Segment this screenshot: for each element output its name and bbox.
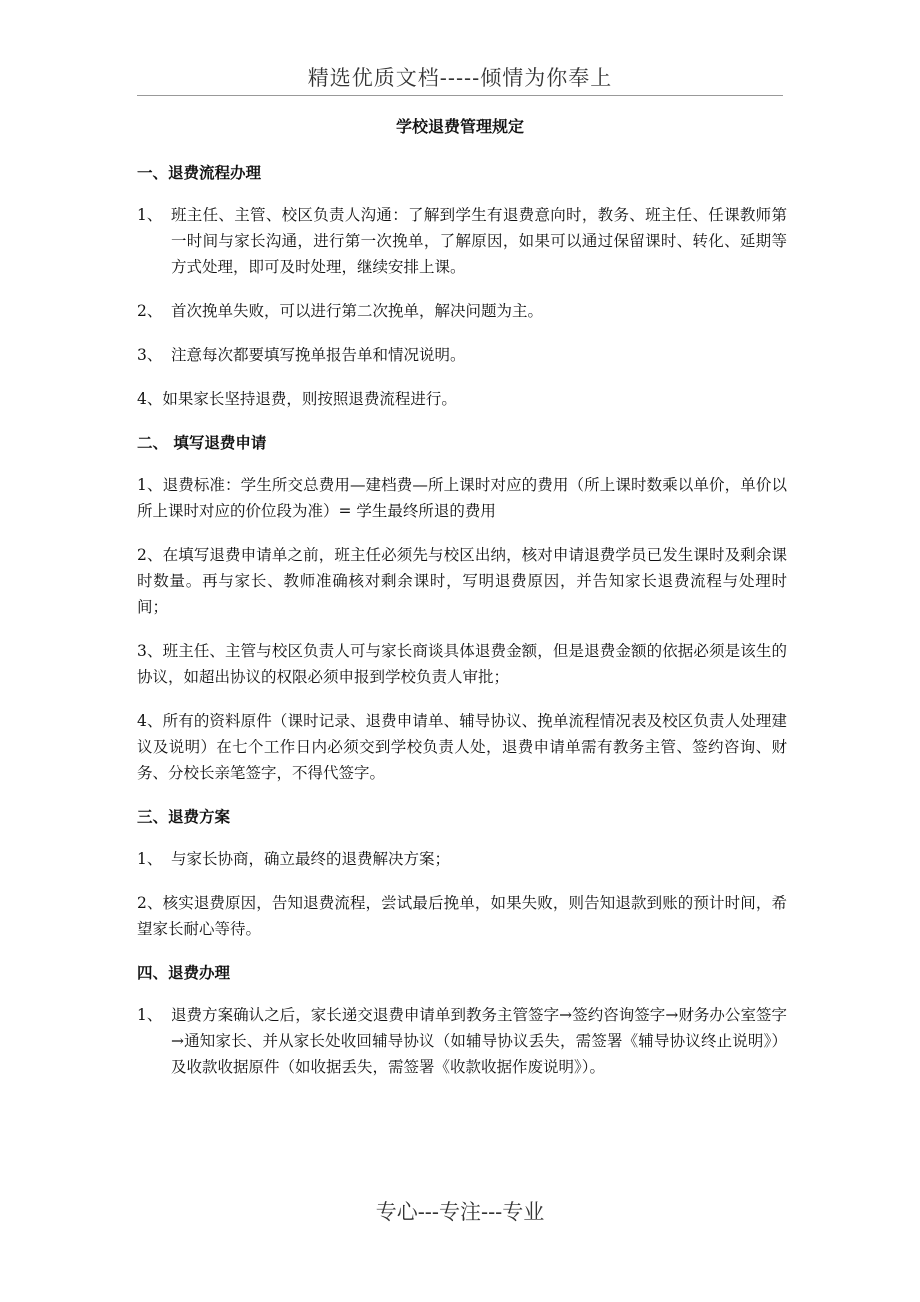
header-divider [137,95,783,96]
paragraph: 2、在填写退费申请单之前，班主任必须先与校区出纳，核对申请退费学员已发生课时及剩余课时数量。再与家长、教师准确核对剩余课时，写明退费原因，并告知家长退费流程与处理时间； [137,546,787,616]
paragraph: 4、所有的资料原件（课时记录、退费申请单、辅导协议、挽单流程情况表及校区负责人处理建议及说明）在七个工作日内必须交到学校负责人处，退费申请单需有教务主管、签约咨询、财务、分校长亲笔签字，不得代签字。 [137,712,787,782]
item-text: 注意每次都要填写挽单报告单和情况说明。 [171,346,466,364]
list-item [137,1002,787,1080]
paragraph: 2、核实退费原因，告知退费流程，尝试最后挽单，如果失败，则告知退款到账的预计时间，希望家长耐心等待。 [137,894,787,938]
document-title: 学校退费管理规定 [395,117,524,136]
item-number: 2、 [137,302,163,320]
paragraph: 3、班主任、主管与校区负责人可与家长商谈具体退费金额，但是退费金额的依据必须是该生的协议，如超出协议的权限必须申报到学校负责人审批； [137,642,787,686]
section-heading: 二、 填写退费申请 [137,433,267,452]
item-text: 班主任、主管、校区负责人沟通：了解到学生有退费意向时，教务、班主任、任课教师第一时间与家长沟通，进行第一次挽单，了解原因，如果可以通过保留课时、转化、延期等方式处理，即可及时处理，继续安排上课。 [171,206,787,276]
item-text: 首次挽单失败，可以进行第二次挽单，解决问题为主。 [171,302,544,320]
list-item [137,202,787,280]
paragraph: 4、如果家长坚持退费，则按照退费流程进行。 [137,390,457,408]
paragraph: 1、退费标准：学生所交总费用—建档费—所上课时对应的费用（所上课时数乘以单价，单价以所上课时对应的价位段为准）= 学生最终所退的费用 [137,476,787,520]
section-heading: 三、退费方案 [137,807,231,826]
item-number: 1、 [137,206,163,224]
page-header: 精选优质文档-----倾情为你奉上 [307,66,613,90]
item-text: 与家长协商，确立最终的退费解决方案； [171,850,451,868]
section-heading: 四、退费办理 [137,963,231,982]
list-item [137,342,787,368]
page-footer: 专心---专注---专业 [375,1200,545,1224]
item-number: 3、 [137,346,163,364]
item-number: 1、 [137,850,163,868]
document-body [137,160,787,1098]
list-item [137,298,787,324]
item-number: 1、 [137,1006,163,1024]
section-heading: 一、退费流程办理 [137,163,262,182]
list-item [137,846,787,872]
item-text: 退费方案确认之后，家长递交退费申请单到教务主管签字→签约咨询签字→财务办公室签字→通知家长、并从家长处收回辅导协议（如辅导协议丢失，需签署《辅导协议终止说明》）及收款收据原件（如收据丢失，需签署《收款收据作废说明》）。 [171,1006,787,1076]
